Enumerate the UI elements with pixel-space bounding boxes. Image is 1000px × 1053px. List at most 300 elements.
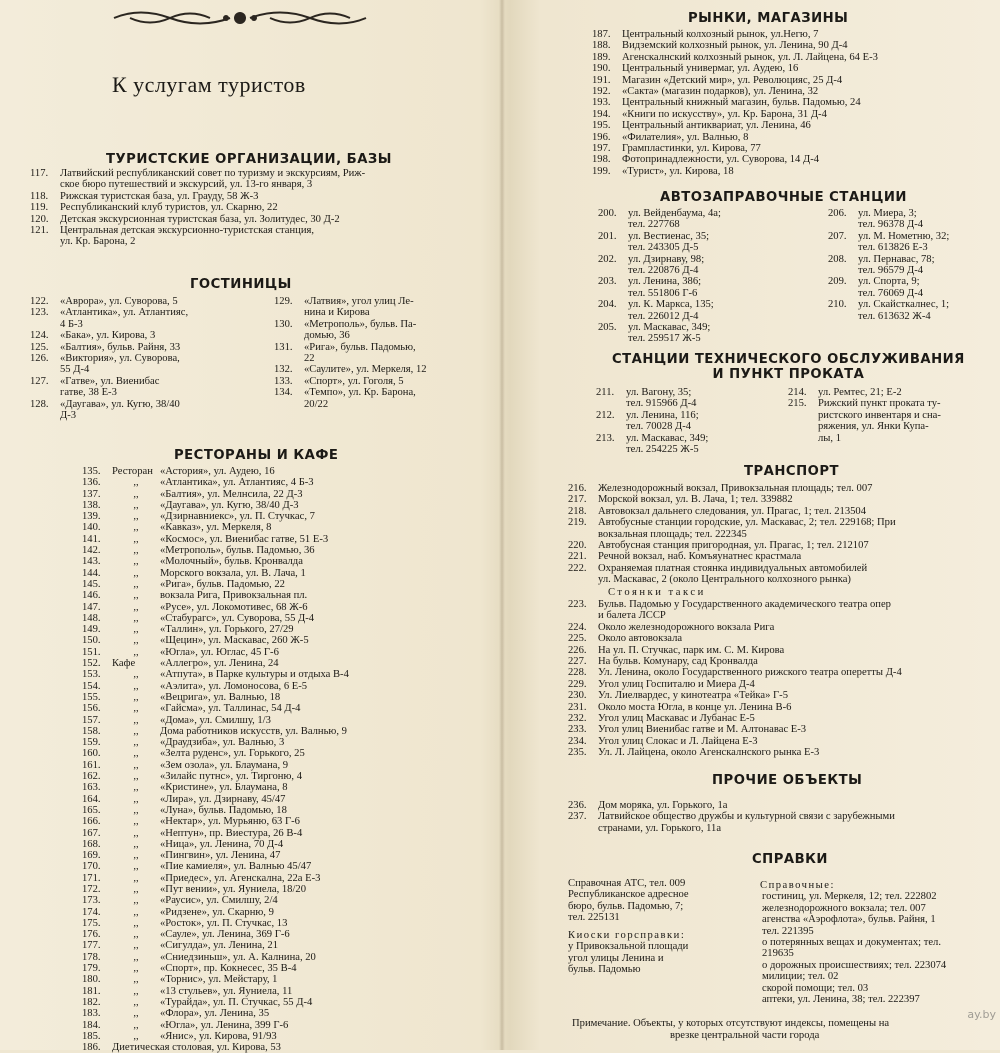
item-number: 221. [568,551,587,563]
decorative-ornament-icon [110,5,370,31]
info-left-block [568,878,748,924]
list-item [274,296,427,307]
list-item [592,143,878,154]
taxi-heading [568,587,706,598]
item-text: «Атпута», в Парке культуры и отдыха В-4 [160,669,349,681]
list-item [788,398,941,409]
list-item [30,296,188,307]
item-text: тел. 96579 Д-4 [858,265,924,277]
list-item [568,599,902,610]
list-item [30,202,365,213]
item-number: 192. [592,86,611,98]
item-text: «Щецин», ул. Маскавас, 260 Ж-5 [160,635,309,647]
list-item [82,545,349,556]
info-line: скорой помощи; тел. 03 [762,982,869,994]
item-type: ,, [133,703,139,715]
item-number: 236. [568,800,587,811]
item-type: ,, [133,985,139,997]
list-item [828,265,949,276]
item-text: Около железнодорожного вокзала Рига [598,621,775,633]
gas-list-col2 [828,208,949,322]
list-item [82,963,349,974]
item-number: 138. [82,499,101,511]
item-number: 184. [82,1019,101,1031]
item-type: ,, [133,522,139,534]
item-number: 135. [82,466,101,477]
item-text: «13 стульев», ул. Яуниела, 11 [160,985,293,997]
item-text: Ул. Л. Лайцена, около Агенскалнского рынка Е-3 [598,747,820,759]
list-item [592,154,878,165]
item-text: тел. 70028 Д-4 [626,421,692,433]
item-type: ,, [133,838,139,850]
list-item [568,724,902,735]
item-text: 22 [304,353,315,365]
watermark: ay.by [967,1008,996,1021]
item-text: «Гатве», ул. Виенибас [60,375,160,387]
list-item [82,613,349,624]
item-type: ,, [133,488,139,500]
list-item [592,63,878,74]
list-item [82,624,349,635]
item-text: «Спорт», пр. Кокнесес, 35 В-4 [160,963,297,975]
item-number: 146. [82,590,101,602]
item-number: 182. [82,996,101,1008]
list-item [598,242,721,253]
item-text: «Рига», бульв. Падомью, [304,341,416,353]
list-item [788,433,941,444]
item-text: ристского инвентаря и сна- [818,409,941,421]
list-item [828,311,949,322]
list-item [592,109,878,120]
item-number: 193. [592,97,611,109]
list-item [82,658,349,669]
item-number: 137. [82,488,101,500]
list-item [828,208,949,219]
item-type: ,, [133,895,139,907]
item-number: 178. [82,951,101,963]
item-text: Диетическая столовая, ул. Кирова, 53 [112,1042,281,1053]
list-item [828,242,949,253]
item-text: «Ридзене», ул. Скарню, 9 [160,906,274,918]
item-text: ул. Вагону, 35; [626,387,692,398]
item-type: ,, [133,556,139,568]
item-number: 159. [82,737,101,749]
list-item [592,75,878,86]
list-item [82,1020,349,1031]
item-number: 231. [568,701,587,713]
list-item [82,489,349,500]
list-item [596,387,708,398]
item-text: лы, 1 [818,432,841,444]
item-number: 215. [788,398,807,410]
item-text: Латвийское общество дружбы и культурной связи с зарубежными [598,811,895,823]
item-text: Морского вокзала, ул. В. Лача, 1 [160,567,306,579]
info-line: агенства «Аэрофлота», бульв. Райня, 1 [762,914,936,926]
item-number: 171. [82,872,101,884]
list-item [82,556,349,567]
item-number: 150. [82,635,101,647]
list-item [82,703,349,714]
list-item [82,929,349,940]
list-item [592,132,878,143]
item-number: 136. [82,477,101,489]
item-text: ул. Вейденбаума, 4а; [628,208,721,219]
info-line: тел. 225131 [568,912,620,924]
list-item [828,231,949,242]
item-type: ,, [133,612,139,624]
list-item [30,387,188,398]
item-text: «Балтия», бульв. Райня, 33 [60,341,181,353]
list-item [30,376,188,387]
item-text: «Турайда», ул. П. Стучкас, 55 Д-4 [160,996,313,1008]
item-text: ул. Спорта, 9; [858,276,920,288]
item-text: На ул. П. Стучкас, парк им. С. М. Кирова [598,644,785,656]
item-number: 200. [598,208,617,219]
list-item [82,715,349,726]
item-text: «Пингвин», ул. Ленина, 47 [160,850,281,862]
item-text: Речной вокзал, наб. Комъяунатнес крастмала [598,551,802,563]
item-text: «Стабурагс», ул. Суворова, 55 Д-4 [160,612,315,624]
list-item [274,307,427,318]
item-text: Автовокзал дальнего следования, ул. Прагас, 1; тел. 213504 [598,505,867,517]
item-number: 183. [82,1008,101,1020]
item-type: ,, [133,669,139,681]
item-text: «Книги по искусству», ул. Кр. Барона, 31 Д-4 [622,108,827,120]
item-type: ,, [133,827,139,839]
item-number: 218. [568,505,587,517]
list-item [598,322,721,333]
item-text: ул. Маскавас, 349; [628,322,711,334]
item-number: 177. [82,940,101,952]
item-text: ул. Ремтес, 21; Е-2 [818,387,902,398]
heading-service-line1: СТАНЦИИ ТЕХНИЧЕСКОГО ОБСЛУЖИВАНИЯ [612,352,965,367]
item-text: Ул. Ленина, около Государственного рижского театра оперетты Д-4 [598,667,902,679]
item-text: «Кристине», ул. Блаумана, 8 [160,782,288,794]
item-type: ,, [133,759,139,771]
item-number: 132. [274,364,293,376]
item-number: 213. [596,432,615,444]
tourist-orgs-list [30,168,365,248]
list-item [82,828,349,839]
item-type: ,, [133,1030,139,1042]
item-number: 237. [568,811,587,823]
list-item [828,276,949,287]
item-type: ,, [133,499,139,511]
item-text: «Дома», ул. Смилшу, 1/3 [160,714,271,726]
list-item [598,333,721,344]
item-text: Центральный универмаг, ул. Аудею, 16 [622,63,799,75]
info-right-block [760,880,1000,1005]
item-text: «Виктория», ул. Суворова, [60,353,180,365]
item-number: 179. [82,963,101,975]
list-item [274,399,427,410]
item-text: «Спорт», ул. Гоголя, 5 [304,375,404,387]
list-item [568,540,896,551]
item-number: 223. [568,599,587,610]
item-number: 197. [592,143,611,155]
item-number: 174. [82,906,101,918]
item-number: 227. [568,656,587,668]
item-number: 149. [82,624,101,636]
item-text: «Молочный», бульв. Кронвалда [160,556,303,568]
list-item [598,288,721,299]
item-text: ул. М. Нометню, 32; [858,230,950,242]
gas-list-col1 [598,208,721,345]
item-text: Магазин «Детский мир», ул. Революцияс, 25 Д-4 [622,74,843,86]
item-text: Рижская туристская база, ул. Грауду, 58 Ж-3 [60,190,259,202]
item-text: «Темпо», ул. Кр. Барона, [304,387,416,399]
item-number: 188. [592,40,611,52]
item-text: Угол улиц Маскавас и Лубанас Е-5 [598,713,755,725]
info-kiosk-block [568,930,748,976]
item-text: 55 Д-4 [60,364,90,376]
item-number: 154. [82,680,101,692]
item-text: тел. 96378 Д-4 [858,219,924,231]
page-title: К услугам туристов [112,72,306,97]
item-number: 124. [30,330,49,342]
list-item [568,800,895,811]
item-number: 170. [82,861,101,873]
item-text: Грампластинки, ул. Кирова, 77 [622,143,761,155]
list-item [82,952,349,963]
item-number: 134. [274,387,293,399]
item-number: 147. [82,601,101,613]
item-number: 141. [82,533,101,545]
info-line: о потерянных вещах и документах; тел. [762,937,941,949]
item-type: ,, [133,725,139,737]
list-item [568,811,895,822]
item-number: 119. [30,202,49,214]
list-item [82,602,349,613]
list-item [828,254,949,265]
list-item [82,669,349,680]
item-text: ул. Ленина, 116; [626,409,699,421]
list-item [568,517,896,528]
list-item [82,805,349,816]
info-line: Республиканское адресное [568,889,689,901]
item-text: Около автовокзала [598,633,683,645]
list-item [30,179,365,190]
item-number: 180. [82,974,101,986]
item-number: 123. [30,307,49,319]
item-text: «Пут вении», ул. Яуниела, 18/20 [160,883,306,895]
item-text: Около моста Югла, в конце ул. Ленина В-6 [598,701,792,713]
list-item [596,444,708,455]
list-item [568,574,896,585]
list-item [598,219,721,230]
item-text: «Астория», ул. Аудею, 16 [160,466,275,477]
item-text: «Атлантика», ул. Атлантияс, 4 Б-3 [160,477,314,489]
list-item [30,319,188,330]
item-text: Центральный колхозный рынок, ул.Негю, 7 [622,29,819,40]
list-item [30,342,188,353]
list-item [82,477,349,488]
item-text: «Зем озола», ул. Блаумана, 9 [160,759,289,771]
item-text: «Космос», ул. Виенибас гатве, 51 Е-3 [160,533,329,545]
item-text: «Аэлита», ул. Ломоносова, 6 Е-5 [160,680,308,692]
item-number: 140. [82,522,101,534]
list-item [274,342,427,353]
list-item [82,907,349,918]
list-item [82,1031,349,1042]
info-line: аптеки, ул. Ленина, 38; тел. 222397 [762,994,920,1006]
list-item [82,940,349,951]
item-text: Охраняемая платная стоянка индивидуальных автомобилей [598,562,868,574]
item-text: Ул. Лиелвардес, у кинотеатра «Тейка» Г-5 [598,690,789,702]
item-text: «Сигулда», ул. Ленина, 21 [160,940,279,952]
restaurants-list [82,466,349,1053]
item-text: «Латвия», угол улиц Ле- [304,296,414,307]
item-type: ,, [133,883,139,895]
item-number: 128. [30,398,49,410]
item-number: 142. [82,545,101,557]
list-item [82,590,349,601]
item-text: ул. Вестиенас, 35; [628,230,710,242]
item-number: 175. [82,917,101,929]
item-text: «Нептун», пр. Виестура, 26 В-4 [160,827,303,839]
list-item [568,645,902,656]
list-item [788,410,941,421]
item-type: ,, [133,748,139,760]
taxi-list [568,599,902,759]
item-number: 204. [598,299,617,311]
list-item [568,551,896,562]
item-type: ,, [133,635,139,647]
item-text: тел. 220876 Д-4 [628,265,699,277]
list-item [592,52,878,63]
item-text: «Росток», ул. П. Стучкас, 13 [160,917,288,929]
info-line: 219635 [762,948,794,960]
item-type: ,, [133,771,139,783]
list-item [82,466,349,477]
item-type: ,, [133,590,139,602]
item-text: ул. Дзирнаву, 98; [628,253,705,265]
item-type: ,, [133,624,139,636]
footnote-line2: врезке центральной части города [670,1030,820,1041]
item-text: «Кавказ», ул. Меркеля, 8 [160,522,272,534]
item-text: Дом моряка, ул. Горького, 1а [598,800,728,811]
heading-tourist-orgs: ТУРИСТСКИЕ ОРГАНИЗАЦИИ, БАЗЫ [106,152,392,167]
list-item [82,692,349,703]
list-item [568,622,902,633]
item-number: 145. [82,578,101,590]
item-number: 125. [30,341,49,353]
list-item [82,534,349,545]
item-text: ское бюро путешествий и экскурсий, ул. 13-го января, 3 [60,179,313,191]
item-number: 224. [568,621,587,633]
item-number: 210. [828,299,847,311]
item-text: Автобусная станция пригородная, ул. Прагас, 1; тел. 212107 [598,540,869,552]
item-number: 169. [82,850,101,862]
item-text: «Даугава», ул. Кугю, 38/40 [60,398,180,410]
item-number: 226. [568,644,587,656]
item-text: Дома работников искусств, ул. Валнью, 9 [160,725,347,737]
item-number: 133. [274,375,293,387]
heading-other-objects: ПРОЧИЕ ОБЪЕКТЫ [712,773,863,788]
item-type: ,, [133,1019,139,1031]
list-item [592,97,878,108]
list-item [82,782,349,793]
heading-info: СПРАВКИ [752,852,828,867]
item-text: тел. 551806 Г-6 [628,287,698,299]
item-number: 163. [82,782,101,794]
item-text: «Аллегро», ул. Ленина, 24 [160,658,279,670]
item-type: ,, [133,804,139,816]
item-text: тел. 227768 [628,219,680,231]
item-number: 222. [568,562,587,574]
item-text: Морской вокзал, ул. В. Лача, 1; тел. 339882 [598,494,793,506]
item-text: тел. 915966 Д-4 [626,398,697,410]
item-text: «Рига», бульв. Падомью, 22 [160,578,285,590]
list-item [274,319,427,330]
list-item [82,568,349,579]
kiosk-lines [568,941,748,975]
service-list-col2 [788,387,941,444]
list-item [82,974,349,985]
list-item [82,918,349,929]
item-number: 220. [568,540,587,552]
list-item [596,433,708,444]
list-item [598,311,721,322]
list-item [82,579,349,590]
item-text: «Вецрига», ул. Валнью, 18 [160,691,281,703]
item-text: тел. 613826 Е-3 [858,242,928,254]
kiosk-heading: Киоски горсправки: [568,930,686,941]
item-number: 148. [82,612,101,624]
list-item [30,330,188,341]
list-item [568,633,902,644]
item-text: «Лира», ул. Дзирнаву, 45/47 [160,793,286,805]
footnote [572,1018,889,1042]
list-item [82,839,349,850]
item-number: 139. [82,511,101,523]
item-number: 194. [592,108,611,120]
item-number: 118. [30,190,49,202]
item-type: ,, [133,963,139,975]
list-item [598,276,721,287]
item-text: «Драудзиба», ул. Валнью, 3 [160,737,285,749]
item-text: нина и Кирова [304,307,370,319]
item-number: 209. [828,276,847,288]
list-item [82,861,349,872]
markets-list [592,29,878,177]
list-item [596,410,708,421]
info-line: тел. 221395 [762,925,814,937]
list-item [82,1008,349,1019]
item-text: Бульв. Падомью у Государственного академического театра опер [598,599,891,610]
hotels-list-col1 [30,296,188,421]
info-right-heading: Справочные: [760,880,835,891]
item-number: 121. [30,225,49,237]
list-item [274,353,427,364]
item-text: ул. Миера, 3; [858,208,917,219]
item-text: «Нектар», ул. Мурьяню, 63 Г-6 [160,816,300,828]
list-item [82,997,349,1008]
item-number: 233. [568,724,587,736]
item-type: Ресторан [112,466,153,477]
item-text: «Приедес», ул. Агенскална, 22а Е-3 [160,872,321,884]
list-item [598,299,721,310]
item-text: На бульв. Комунару, сад Кронвалда [598,656,758,668]
transport-list [568,483,896,586]
info-line: угол улицы Ленина и [568,952,664,964]
item-type: ,, [133,646,139,658]
item-text: ул. Маскавас, 2 (около Центрального колхозного рынка) [598,574,851,586]
info-line: железнодорожного вокзала; тел. 007 [762,902,926,914]
item-text: Латвийский республиканский совет по туризму и экскурсиям, Риж- [60,168,366,179]
item-number: 189. [592,51,611,63]
item-type: ,, [133,477,139,489]
